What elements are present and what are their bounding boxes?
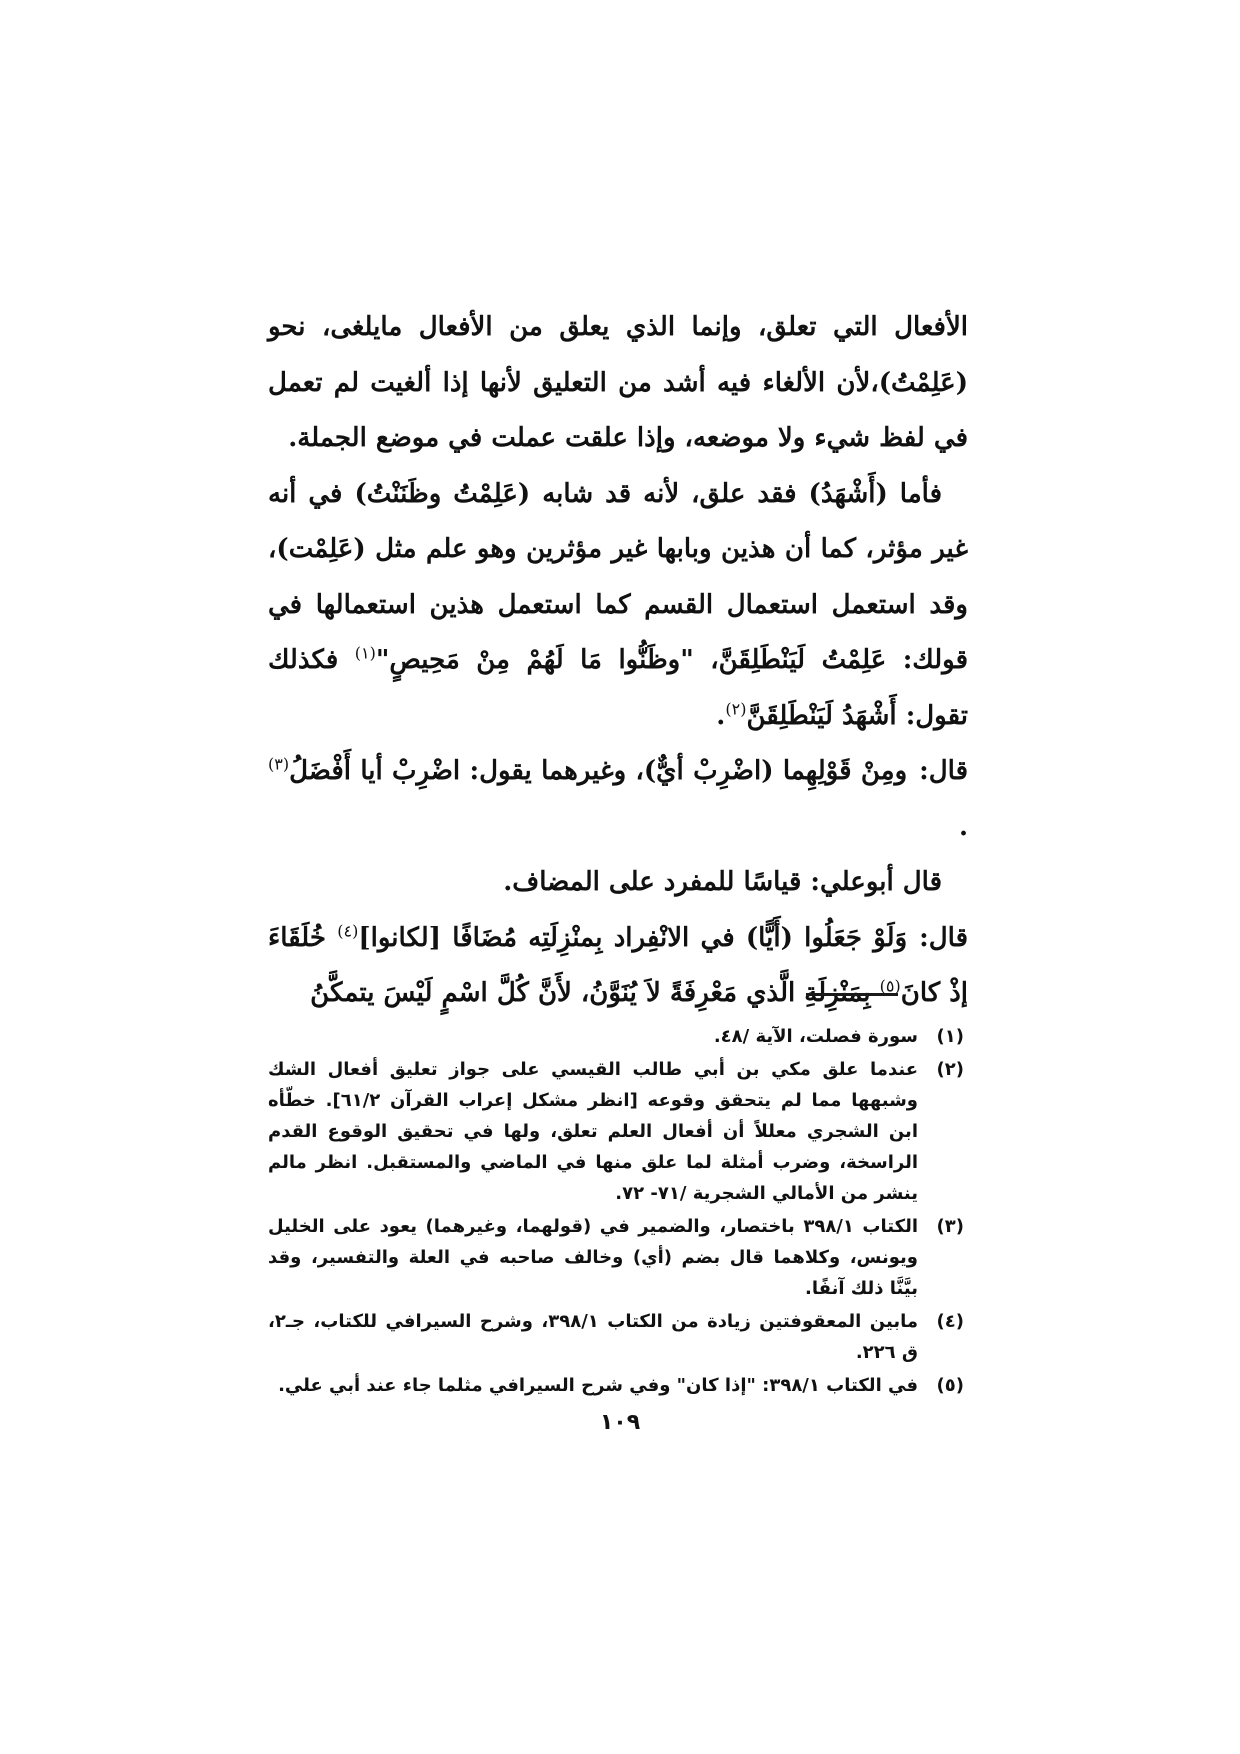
footnote-item [268, 1021, 964, 1052]
footnote-item [268, 1211, 964, 1304]
footnote-ref-2: (٢) [725, 698, 747, 718]
qal-label: قال: [919, 922, 968, 953]
paragraph-5-text: وَلَوْ جَعَلُوا (أَيًّا) في الانْفِراد بِمنْزِلَتِه مُضَافًا [لكانوا] [358, 922, 908, 953]
paragraph-5-text-b: خُلَقَاءَ إذْ كانَ [268, 922, 968, 1008]
footnote-ref-4: (٤) [337, 920, 359, 940]
footnote-ref-1: (١) [354, 643, 376, 663]
footnotes [268, 1021, 964, 1403]
footnote-number: (١) [936, 1026, 964, 1047]
footnote-item [268, 1306, 964, 1368]
footnote-number: (٤) [936, 1311, 964, 1332]
paragraph-3-text: ومِنْ قَوْلِهِما (اضْرِبْ أيٌّ)، وغيرهما يقول: اضْرِبْ أيا أَفْضَلُ [289, 756, 908, 786]
footnote-number: (٢) [936, 1059, 964, 1080]
footnote-number: (٥) [936, 1375, 964, 1396]
paragraph-1: الأفعال التي تعلق، وإنما الذي يعلق من الأفعال مايلغى، نحو (عَلِمْتُ)،لأن الألغاء فيه أشد من التعليق لأنها إذا ألغيت لم تعمل في لفظ شيء ولا موضعه، وإذا علقت عملت في موضع الجملة. [268, 312, 968, 453]
footnote-text: في الكتاب ٣٩٨/١: "إذا كان" وفي شرح السيرافي مثلما جاء عند أبي علي. [278, 1375, 918, 1396]
footnote-item [268, 1054, 964, 1209]
paragraph-5 [268, 911, 968, 1022]
paragraph-2-text-b: فكذلك تقول: أَشْهَدُ لَيَنْطَلِقَنَّ [268, 645, 968, 731]
footnote-text: الكتاب ٣٩٨/١ باختصار، والضمير في (قولهما، وغيرهما) يعود على الخليل ويونس، وكلاهما قال بضم (أي) وخالف صاحبه في العلة والتفسير، وقد بيَّنَّا ذلك آنفًا. [268, 1216, 918, 1299]
qal-label: قال: [919, 756, 968, 786]
paragraph-3-end: . [958, 811, 968, 842]
paragraph-2-end: . [716, 700, 726, 731]
main-text [268, 300, 968, 1022]
footnote-item [268, 1370, 964, 1401]
paragraph-5-text-c: بِمَنْزِلَةِ الَّذي مَعْرِفَةً لاَ يُنَوَّنُ، لأَنَّ كُلَّ اسْمٍ لَيْسَ يتمكَّنُ [310, 978, 880, 1008]
page-number: ١٠٩ [599, 1410, 641, 1435]
paragraph-4: قال أبوعلي: قياسًا للمفرد على المضاف. [503, 867, 942, 897]
footnote-separator [806, 993, 898, 996]
paragraph-2 [268, 467, 968, 745]
paragraph-2-text: فأما (أَشْهَدُ) فقد علق، لأنه قد شابه (عَلِمْتُ وظَنَنْتُ) في أنه غير مؤثر، كما أن هذين وبابها غير مؤثرين وهو علم مثل (عَلِمْت)، وقد استعمل استعمال القسم كما استعمل هذين استعمالها في قولك: عَلِمْتُ لَيَنْطَلِقَنَّ، "وظَنُّوا مَا لَهُمْ مِنْ مَحِيصٍ" [268, 478, 969, 675]
footnote-text: سورة فصلت، الآية /٤٨. [713, 1026, 918, 1047]
footnote-ref-5: (٥) [879, 976, 901, 996]
footnote-number: (٣) [936, 1216, 964, 1237]
footnote-ref-3: (٣) [268, 754, 290, 774]
paragraph-3 [268, 744, 968, 855]
footnote-text: عندما علق مكي بن أبي طالب القيسي على جواز تعليق أفعال الشك وشبهها مما لم يتحقق وقوعه [انظر مشكل إعراب القرآن ٦١/٢]. خطّأه ابن الشجري معللاً أن أفعال العلم تعلق، ولها في تحقيق الوقوع القدم الراسخة، وضرب أمثلة لما علق منها في الماضي والمستقبل. انظر مالم ينشر من الأمالي الشجرية /٧١- ٧٢. [268, 1059, 918, 1204]
footnote-text: مابين المعقوفتين زيادة من الكتاب ٣٩٨/١، وشرح السيرافي للكتاب، جـ٢، ق ٢٢٦. [268, 1311, 919, 1363]
